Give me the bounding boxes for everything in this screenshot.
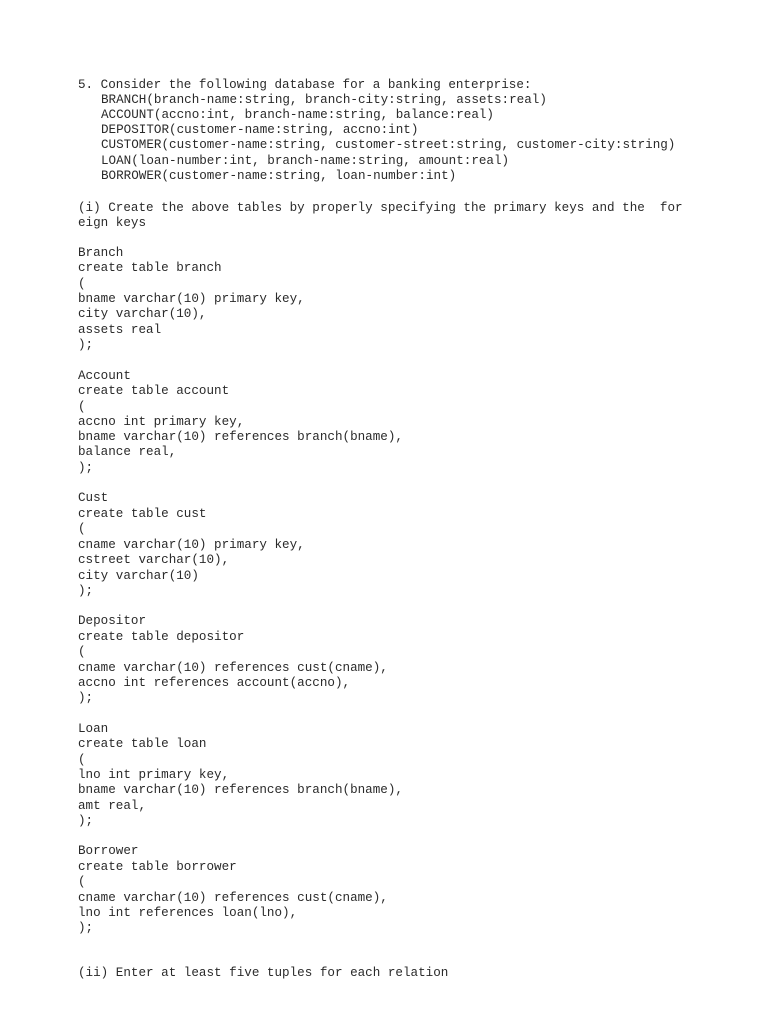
code-line: create table account [78, 384, 230, 398]
code-line: accno int primary key, [78, 415, 245, 429]
code-line: ); [78, 921, 94, 935]
table-cust-title: Cust [78, 491, 109, 505]
code-line: accno int references account(accno), [78, 676, 351, 690]
code-line: ); [78, 814, 94, 828]
question-heading: 5. Consider the following database for a banking enterprise: [78, 78, 532, 92]
code-line: ( [78, 645, 86, 659]
table-loan-title: Loan [78, 722, 109, 736]
code-line: cname varchar(10) primary key, [78, 538, 305, 552]
code-line: ( [78, 277, 86, 291]
code-line: create table loan [78, 737, 207, 751]
code-line: ( [78, 522, 86, 536]
code-line: bname varchar(10) references branch(bname), [78, 430, 403, 444]
relation-loan: LOAN(loan-number:int, branch-name:string, amount:real) [101, 154, 510, 168]
code-line: lno int references loan(lno), [78, 906, 298, 920]
part1-line1: (i) Create the above tables by properly specifying the primary keys and the for [78, 201, 683, 215]
code-line: balance real, [78, 445, 177, 459]
relation-depositor: DEPOSITOR(customer-name:string, accno:int) [101, 123, 419, 137]
code-line: create table borrower [78, 860, 237, 874]
code-line: assets real [78, 323, 162, 337]
part1-line2: eign keys [78, 216, 147, 230]
code-line: ); [78, 691, 94, 705]
code-line: cname varchar(10) references cust(cname), [78, 661, 388, 675]
relation-customer: CUSTOMER(customer-name:string, customer-street:string, customer-city:string) [101, 138, 676, 152]
code-line: ( [78, 400, 86, 414]
code-line: bname varchar(10) primary key, [78, 292, 305, 306]
table-borrower-title: Borrower [78, 844, 139, 858]
code-line: ); [78, 584, 94, 598]
code-line: create table cust [78, 507, 207, 521]
code-line: create table branch [78, 261, 222, 275]
code-line: amt real, [78, 799, 147, 813]
relation-borrower: BORROWER(customer-name:string, loan-number:int) [101, 169, 457, 183]
code-line: ( [78, 753, 86, 767]
code-line: city varchar(10), [78, 307, 207, 321]
code-line: ); [78, 461, 94, 475]
code-line: city varchar(10) [78, 569, 199, 583]
code-line: create table depositor [78, 630, 245, 644]
table-account-title: Account [78, 369, 131, 383]
code-line: cname varchar(10) references cust(cname), [78, 891, 388, 905]
table-depositor-title: Depositor [78, 614, 147, 628]
code-line: bname varchar(10) references branch(bname), [78, 783, 403, 797]
code-line: cstreet varchar(10), [78, 553, 230, 567]
code-line: ( [78, 875, 86, 889]
code-line: lno int primary key, [78, 768, 230, 782]
relation-account: ACCOUNT(accno:int, branch-name:string, balance:real) [101, 108, 494, 122]
relation-branch: BRANCH(branch-name:string, branch-city:string, assets:real) [101, 93, 547, 107]
code-line: ); [78, 338, 94, 352]
table-branch-title: Branch [78, 246, 124, 260]
part2-line1: (ii) Enter at least five tuples for each relation [78, 966, 449, 980]
